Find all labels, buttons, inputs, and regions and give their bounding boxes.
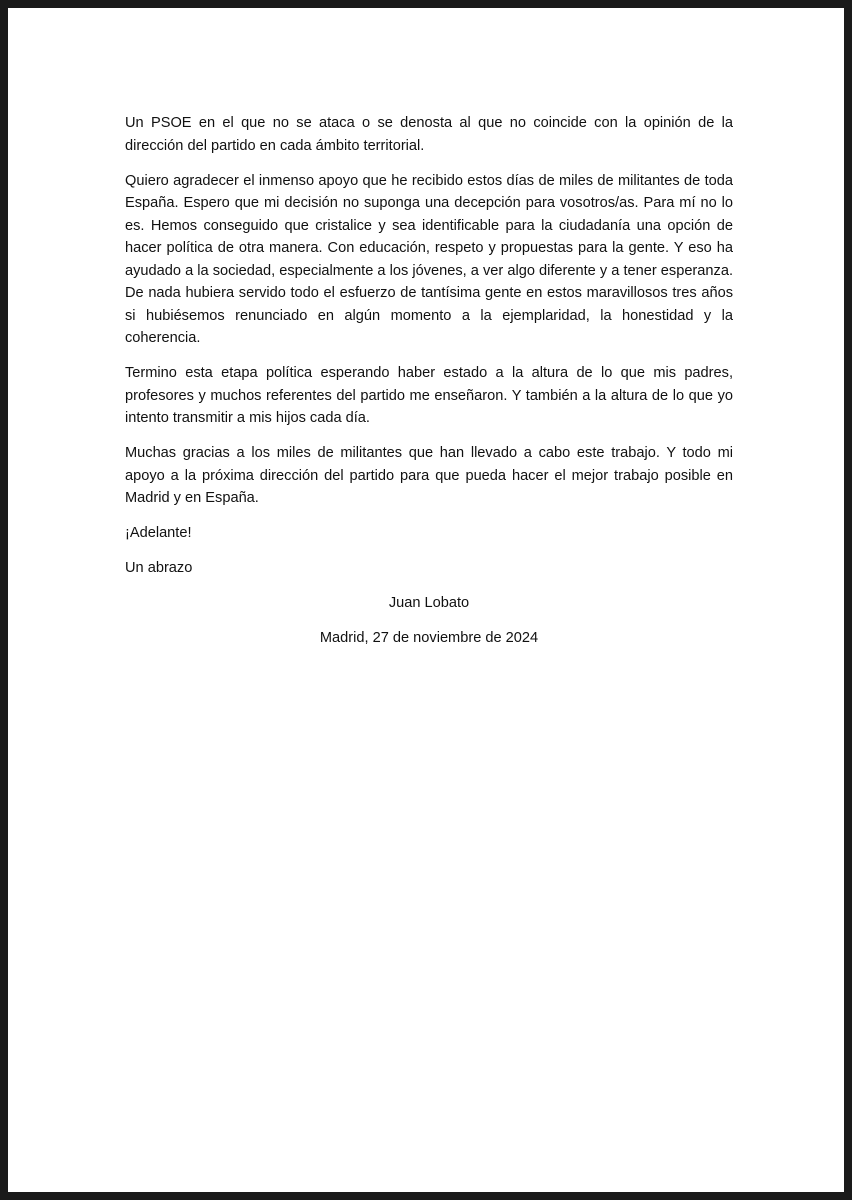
paragraph-4: Muchas gracias a los miles de militantes que han llevado a cabo este trabajo. Y todo mi apoyo a la próxima dirección del partido para que pueda hacer el mejor trabajo posible en Madrid y en España. bbox=[125, 445, 733, 506]
paragraph-2: Quiero agradecer el inmenso apoyo que he recibido estos días de miles de militantes de toda España. Espero que mi decisión no suponga una decepción para vosotros/as. Para mí no lo es. Hemos conseguido que cristalice y sea identificable para la ciudadanía una opción de hacer política de otra manera. Con educación, respeto y propuestas para la gente. Y eso ha ayudado a la sociedad, especialmente a los jóvenes, a ver algo diferente y a tener esperanza. De nada hubiera servido todo el esfuerzo de tantísima gente en estos maravillosos tres años si hubiésemos renunciado en algún momento a la ejemplaridad, la honestidad y la coherencia. bbox=[125, 172, 733, 346]
letter-body bbox=[125, 112, 733, 662]
exclamation-line: ¡Adelante! bbox=[125, 525, 192, 541]
paragraph-1: Un PSOE en el que no se ataca o se denosta al que no coincide con la opinión de la dirección del partido en cada ámbito territorial. bbox=[125, 115, 733, 154]
place-date: Madrid, 27 de noviembre de 2024 bbox=[319, 630, 539, 646]
closing-line: Un abrazo bbox=[125, 560, 193, 576]
letter-page bbox=[8, 8, 844, 1192]
paragraph-3: Termino esta etapa política esperando haber estado a la altura de lo que mis padres, profesores y muchos referentes del partido me enseñaron. Y también a la altura de lo que yo intento transmitir a mis hijos cada día. bbox=[125, 365, 733, 426]
signature-name: Juan Lobato bbox=[388, 595, 470, 611]
